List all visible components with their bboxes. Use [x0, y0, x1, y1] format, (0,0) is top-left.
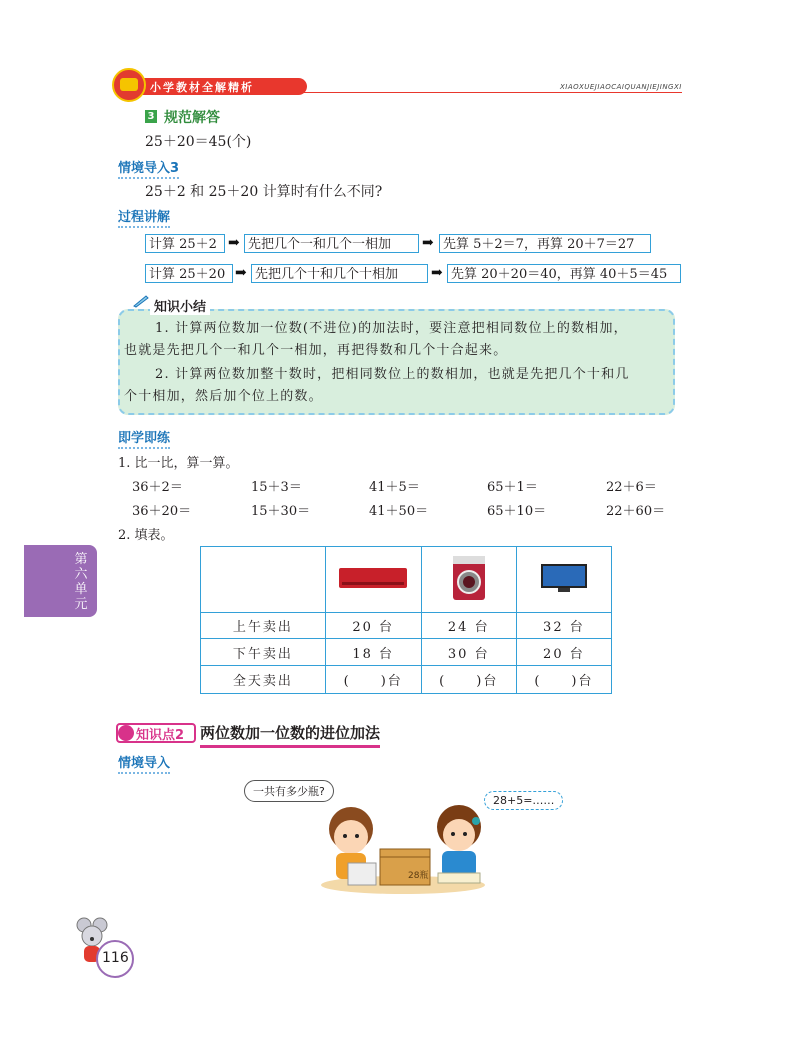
table-cell: 20 台 [516, 639, 611, 666]
row-label: 下午卖出 [201, 639, 326, 666]
children-illustration [318, 795, 490, 895]
summary-text: 个十相加，然后加个位上的数。 [124, 389, 323, 404]
exercise-item: 65＋10＝ [487, 504, 547, 519]
section-title: 规范解答 [164, 110, 220, 126]
box-label: 28瓶 [408, 871, 429, 881]
summary-text: 1. 计算两位数加一位数(不进位)的加法时，要注意把相同数位上的数相加， [155, 321, 628, 336]
process-heading: 过程讲解 [118, 206, 170, 228]
page-number: 116 [102, 950, 129, 966]
product-washing-machine [421, 547, 516, 613]
exercise-item: 36＋20＝ [132, 504, 192, 519]
exercise-item: 15＋3＝ [251, 480, 302, 495]
summary-text: 也就是先把几个一和几个一相加，再把得数和几个十合起来。 [124, 343, 508, 358]
scenario-heading: 情境导入 [118, 752, 170, 774]
sales-table [200, 546, 612, 694]
arrow-right-icon: ➡ [228, 235, 240, 251]
exercise-item: 41＋5＝ [369, 480, 420, 495]
washing-machine-icon [452, 555, 486, 601]
series-title: 小学教材全解精析 [150, 81, 254, 94]
table-cell: 20 台 [325, 613, 421, 639]
row-label: 全天卖出 [201, 666, 326, 694]
table-cell: 24 台 [421, 613, 516, 639]
arrow-circle-icon [118, 725, 134, 741]
product-television [516, 547, 611, 613]
question-1: 1. 比一比，算一算。 [118, 456, 239, 471]
knowledge-badge-label: 知识点2 [136, 728, 185, 743]
unit-label: 第六单元 [74, 552, 88, 612]
speech-bubble-left: 一共有多少瓶? [244, 780, 334, 802]
process-step: 先把几个十和几个十相加 [251, 264, 428, 283]
series-pinyin: XIAOXUEJIAOCAIQUANJIEJINGXI [560, 83, 682, 91]
product-air-conditioner [325, 547, 421, 613]
exercise-item: 36＋2＝ [132, 480, 183, 495]
table-corner [201, 547, 326, 613]
answer-blank[interactable]: ( )台 [325, 666, 421, 694]
exercise-item: 41＋50＝ [369, 504, 429, 519]
summary-title: 知识小结 [150, 296, 210, 315]
process-step: 计算 25＋2 [145, 234, 225, 253]
pen-icon [132, 294, 150, 308]
air-conditioner-icon [338, 566, 408, 590]
summary-text: 2. 计算两位数加整十数时，把相同数位上的数相加，也就是先把几个十和几 [155, 367, 630, 382]
exercise-item: 65＋1＝ [487, 480, 538, 495]
process-step: 计算 25＋20 [145, 264, 233, 283]
header-rule [300, 92, 682, 93]
table-cell: 18 台 [325, 639, 421, 666]
process-step: 先把几个一和几个一相加 [244, 234, 419, 253]
exercise-item: 15＋30＝ [251, 504, 311, 519]
arrow-right-icon: ➡ [422, 235, 434, 251]
speech-bubble-right: 28+5=…… [484, 791, 563, 810]
arrow-right-icon: ➡ [235, 265, 247, 281]
book-icon [120, 78, 138, 91]
scenario3-heading: 情境导入3 [118, 157, 179, 179]
practice-heading: 即学即练 [118, 427, 170, 449]
knowledge-title: 两位数加一位数的进位加法 [200, 722, 380, 748]
answer-blank[interactable]: ( )台 [516, 666, 611, 694]
row-label: 上午卖出 [201, 613, 326, 639]
table-cell: 30 台 [421, 639, 516, 666]
exercise-item: 22＋60＝ [606, 504, 666, 519]
exercise-item: 22＋6＝ [606, 480, 657, 495]
answer-blank[interactable]: ( )台 [421, 666, 516, 694]
process-step: 先算 20＋20＝40，再算 40＋5＝45 [447, 264, 681, 283]
question-2: 2. 填表。 [118, 528, 174, 543]
section-number: 3 [145, 110, 157, 123]
answer-text: 25＋20＝45(个) [145, 134, 252, 150]
process-step: 先算 5＋2＝7，再算 20＋7＝27 [439, 234, 651, 253]
television-icon [540, 563, 588, 593]
scenario3-question: 25＋2 和 25＋20 计算时有什么不同? [145, 184, 383, 200]
table-cell: 32 台 [516, 613, 611, 639]
arrow-right-icon: ➡ [431, 265, 443, 281]
